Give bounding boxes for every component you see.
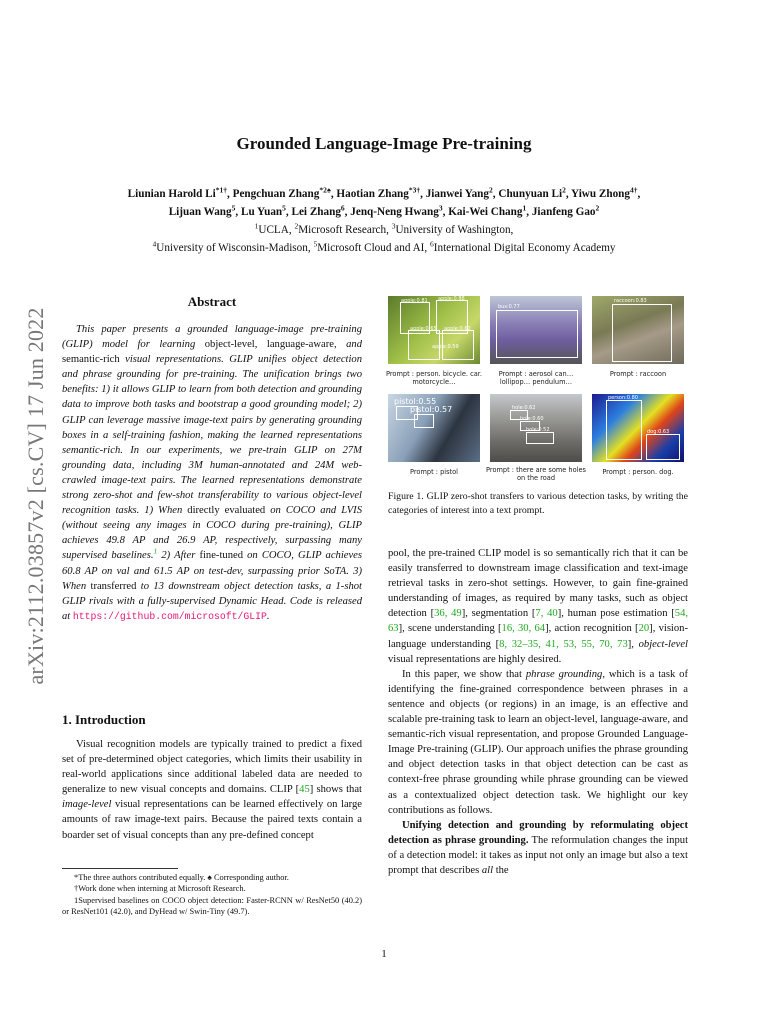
footnote-marker[interactable]: 1 — [153, 546, 158, 556]
arxiv-identifier: arXiv:2112.03857v2 [cs.CV] 17 Jun 2022 — [23, 307, 48, 685]
right-column-body: pool, the pre-trained CLIP model is so semantically rich that it can be easily transferred to downstream image classification and text-image retrieval tasks in zero-shot settings. However, to gain fine-grained understanding of images, as required by many tasks, such as object detection [36, 49], segmentation [7, 40], human pose estimation [54, 63], scene understanding [16, 30, 64], action recognition [20], vision-language understanding [8, 32–35, 41, 53, 55, 70, 73], object-level visual representations are highly desired. In this paper, we show that phrase grounding, which is a task of identifying the fine-grained correspondence between phrases in a sentence and objects (or regions) in an image, is an effective and scalable pre-training task to learn an object-level, language-aware, and semantic-rich visual representation, and propose Grounded Language-Image Pre-training (GLIP). Our approach unifies the phrase grounding and object detection tasks in that object detection can be cast as context-free phrase grounding while phrase grounding can be viewed as a contextualized object detection task. We highlight our key contributions as follows. Unifying detection and grounding by reformulating object detection as phrase grounding. The reformulation changes the input of a detection model: it takes as input not only an image but also a text prompt that describes all the — [388, 548, 689, 876]
authors-line-1: Liunian Harold $Li^{*1\dagger}$, Pengchuan Zhang$^{*2♠}$, Haotian Zhang$^{*3\dagger}$, Jianwei Yang$^2$, Chunyuan Li$^2$, Yiwu Zhong$^{4\dagger}$, — [127, 185, 641, 200]
citation-link[interactable]: 45 — [299, 784, 310, 796]
figure-caption-tile-6: Prompt : person. dog. — [602, 468, 674, 476]
citation-link[interactable]: 54, 63 — [388, 608, 689, 635]
figure-image-apples: apple:0.81 apple:0.88 apple:0.65 apple:0.62 apple:0.59 — [388, 296, 480, 364]
figure-image-raccoon: raccoon:0.83 — [592, 296, 684, 364]
page-number: 1 — [381, 948, 387, 960]
citation-link[interactable]: 16, 30, 64 — [501, 623, 546, 635]
citation-link[interactable]: 8, 32–35, 41, 53, 55, 70, 73 — [499, 638, 628, 650]
affiliations-line-1: $^1$UCLA, $^2$Microsoft Research, $^3$University of Washington, — [254, 221, 514, 236]
footnotes — [62, 872, 362, 918]
abstract-body: This paper presents a grounded language-image pre-training (GLIP) model for learning object-level, language-aware, and semantic-rich visual representations. GLIP unifies object detection and phrase grounding for pre-training. The unification brings two benefits: 1) it allows GLIP to learn from both detection and grounding data to improve both tasks and bootstrap a good grounding model; 2) GLIP can leverage massive image-text pairs by generating grounding boxes in a self-training fashion, making the learned representations semantic-rich. In our experiments, we pre-train GLIP on 27M grounding data, including 3M human-annotated and 24M web-crawled image-text pairs. The learned representations demonstrate strong zero-shot and few-shot transferability to various object-level recognition tasks. 1) When directly evaluated on COCO and LVIS (without seeing any images in COCO during pre-training), GLIP achieves 49.8 AP and 26.9 AP, respectively, surpassing many supervised baselines.$^1$ 2) After fine-tuned on COCO, GLIP achieves 60.8 AP on val and 61.5 AP on test-dev, surpassing prior SoTA. 3) When transferred to 13 downstream object detection tasks, a 1-shot GLIP rivals with a fully-supervised Dynamic Head. Code is released at https://github.com/microsoft/GLIP. — [62, 324, 362, 622]
figure-image-bus: bus:0.77 — [490, 296, 582, 364]
affiliations-line-2: $^4$University of Wisconsin-Madison, $^5$Microsoft Cloud and AI, $^6$International Digital Economy Academy — [152, 239, 616, 254]
figure-caption-tile-1: Prompt : person. bicycle. car. motorcycle… — [386, 370, 482, 386]
figure-1-caption: Figure 1. GLIP zero-shot transfers to various detection tasks, by writing the categories of interest into a text prompt. — [388, 491, 688, 516]
abstract-heading: Abstract — [187, 294, 237, 309]
footnote-2: †Work done when interning at Microsoft Research. — [74, 884, 246, 894]
figure-caption-tile-2: Prompt : aerosol can… lollipop… pendulum… — [498, 370, 574, 386]
github-link[interactable]: https://github.com/microsoft/GLIP — [72, 610, 267, 622]
figure-image-pistol: pistol:0.55 pistol:0.57 — [388, 394, 480, 462]
paper-title: Grounded Language-Image Pre-training — [236, 134, 532, 153]
citation-link[interactable]: 36, 49 — [434, 608, 462, 620]
introduction-body: Visual recognition models are typically trained to predict a fixed set of pre-determined object categories, which limits their usability in real-world applications since additional labeled data are needed to generalize to new visual concepts and domains. CLIP [45] shows that image-level visual representations can be learned effectively on large amounts of raw image-text pairs. Because the paired texts contain a boarder set of visual concepts than any pre-defined concept — [62, 739, 362, 841]
figure-caption-tile-3: Prompt : raccoon — [609, 370, 667, 378]
figure-caption-tile-5: Prompt : there are some holes on the road — [486, 466, 586, 482]
figure-caption-tile-4: Prompt : pistol — [410, 468, 458, 476]
footnote-divider — [62, 868, 178, 869]
figure-1 — [388, 296, 688, 482]
citation-link[interactable]: 7, 40 — [535, 608, 558, 620]
footnote-1: *The three authors contributed equally. ♠ Corresponding author. — [74, 873, 289, 882]
citation-link[interactable]: 20 — [638, 623, 650, 635]
figure-image-thermal: person:0.80 dog:0.63 — [592, 394, 684, 462]
figure-image-road-holes: hole:0.62 hole:0.60 hole:0.52 — [490, 394, 582, 462]
authors-line-2: Lijuan Wang$^5$, Lu Yuan$^5$, Lei Zhang$^6$, Jenq-Neng Hwang$^3$, Kai-Wei Chang$^1$, Jianfeng Gao$^2$ — [168, 203, 600, 218]
footnote-3: 1Supervised baselines on COCO object detection: Faster-RCNN w/ ResNet50 (40.2) or ResNet101 (42.0), and DyHead w/ Swin-Tiny (49.7). — [62, 895, 362, 917]
introduction-heading: 1. Introduction — [62, 712, 146, 727]
